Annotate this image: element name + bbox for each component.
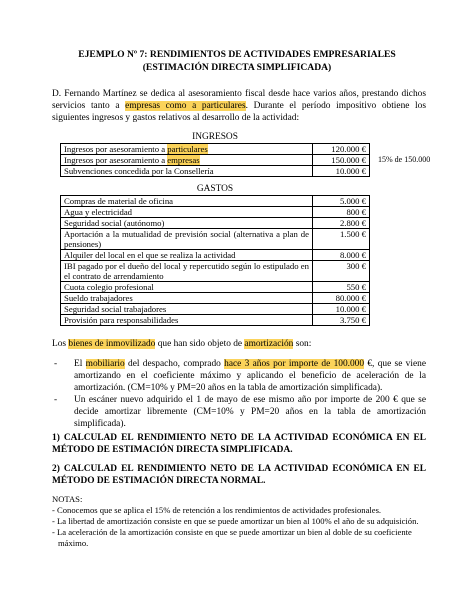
gastos-label: Seguridad social trabajadores xyxy=(61,304,313,315)
gastos-table xyxy=(60,195,370,326)
gastos-label: Sueldo trabajadores xyxy=(61,293,313,304)
table-row xyxy=(61,304,370,315)
ingresos-label xyxy=(61,166,313,177)
gastos-label: Provisión para responsabilidades xyxy=(61,315,313,326)
table-row xyxy=(61,250,370,261)
bienes-highlight-2: amortización xyxy=(244,339,294,349)
gastos-amount: 2.800 € xyxy=(313,218,370,229)
intro-text-2: . Durante el período impositivo obtiene los siguientes ingresos y gastos relativos al desarrollo de la actividad: xyxy=(52,101,426,123)
gastos-amount: 80.000 € xyxy=(313,293,370,304)
table-row xyxy=(61,207,370,218)
ingresos-label-highlight: empresas xyxy=(167,155,200,165)
table-row xyxy=(61,261,370,282)
question-2: 2) CALCULAD EL RENDIMIENTO NETO DE LA ACTIVIDAD ECONÓMICA EN EL MÉTODO DE ESTIMACIÓN DIRECTA NORMAL. xyxy=(52,464,426,486)
bienes-highlight-1: bienes de inmovilizado xyxy=(68,339,156,349)
title-line-2: (ESTIMACIÓN DIRECTA SIMPLIFICADA) xyxy=(142,62,332,73)
gastos-label: Agua y electricidad xyxy=(61,207,313,218)
gastos-amount: 8.000 € xyxy=(313,250,370,261)
gastos-amount: 3.750 € xyxy=(313,315,370,326)
bienes-text-2: que han sido objeto de xyxy=(155,339,245,349)
ingresos-amount: 150.000 € xyxy=(313,155,370,166)
notes-section xyxy=(52,494,432,549)
bienes-paragraph xyxy=(52,338,426,350)
ingresos-label-text: Ingresos por asesoramiento a xyxy=(64,155,168,165)
title-line-1: EJEMPLO Nº 7: RENDIMIENTOS DE ACTIVIDADES EMPRESARIALES xyxy=(78,49,396,60)
intro-highlight: empresas como a particulares xyxy=(125,101,246,111)
bullet-1-text-3: €, que se viene amortizando en el coeficiente máximo y aplicando el beneficio de aceleración de la amortización. (CM=10% y PM=20 años en la tabla de amortización simplificada). xyxy=(74,359,426,393)
table-row xyxy=(61,315,370,326)
gastos-heading: GASTOS xyxy=(196,184,234,194)
bullet-dash: - xyxy=(54,359,58,369)
note-item: - La libertad de amortización consiste en que se puede amortizar un bien al 100% el año de su adquisición. xyxy=(52,516,419,526)
table-row xyxy=(61,166,370,177)
question-1: 1) CALCULAD EL RENDIMIENTO NETO DE LA ACTIVIDAD ECONÓMICA EN EL MÉTODO DE ESTIMACIÓN DIRECTA SIMPLIFICADA. xyxy=(52,433,426,455)
note-item: - La aceleración de la amortización consiste en que se puede amortizar un bien al doble de su coeficiente máximo. xyxy=(52,527,412,548)
intro-paragraph xyxy=(52,88,426,124)
notes-title: NOTAS: xyxy=(52,494,83,504)
gastos-label: Aportación a la mutualidad de previsión social (alternativa a plan de pensiones) xyxy=(61,229,313,250)
gastos-amount: 300 € xyxy=(313,261,370,282)
ingresos-table xyxy=(60,143,370,177)
bullet-list xyxy=(52,358,426,430)
bienes-text-1: Los xyxy=(52,339,69,349)
gastos-label: IBI pagado por el dueño del local y repercutido según lo estipulado en el contrato de arrendamiento xyxy=(61,261,313,282)
bullet-1-highlight-1: mobiliario xyxy=(85,359,125,369)
document-title xyxy=(40,48,434,74)
table-row xyxy=(61,218,370,229)
ingresos-label xyxy=(61,144,313,155)
gastos-label: Compras de material de oficina xyxy=(61,196,313,207)
intro-text-1: D. Fernando Martínez se dedica al asesoramiento fiscal desde hace varios años, prestando dichos servicios tanto a xyxy=(52,89,426,111)
table-row xyxy=(61,282,370,293)
note-item: - Conocemos que se aplica el 15% de retención a los rendimientos de actividades profesionales. xyxy=(52,505,382,515)
bullet-dash: - xyxy=(54,395,58,405)
gastos-amount: 5.000 € xyxy=(313,196,370,207)
gastos-amount: 800 € xyxy=(313,207,370,218)
table-row xyxy=(61,155,370,166)
gastos-label: Alquiler del local en el que se realiza la actividad xyxy=(61,250,313,261)
bullet-1-text-1: El xyxy=(74,359,86,369)
gastos-amount: 550 € xyxy=(313,282,370,293)
gastos-label: Seguridad social (autónomo) xyxy=(61,218,313,229)
bullet-2-text: Un escáner nuevo adquirido el 1 de mayo de ese mismo año por importe de 200 € que se decide amortizar libremente (CM=10% y PM=20 años en la tabla de amortización simplificada). xyxy=(74,395,426,429)
bienes-text-3: son: xyxy=(293,339,312,349)
gastos-label: Cuota colegio profesional xyxy=(61,282,313,293)
ingresos-amount: 120.000 € xyxy=(313,144,370,155)
gastos-amount: 1.500 € xyxy=(313,229,370,250)
ingresos-label-highlight: particulares xyxy=(167,144,208,154)
list-item xyxy=(52,358,426,394)
table-row xyxy=(61,144,370,155)
ingresos-heading: INGRESOS xyxy=(192,132,238,142)
table-row xyxy=(61,196,370,207)
ingresos-label xyxy=(61,155,313,166)
bullet-1-text-2: del despacho, comprado xyxy=(124,359,225,369)
list-item xyxy=(52,394,426,430)
retention-side-note: 15% de 150.000 xyxy=(378,155,431,164)
gastos-amount: 10.000 € xyxy=(313,304,370,315)
ingresos-label-text: Ingresos por asesoramiento a xyxy=(64,144,168,154)
table-row xyxy=(61,293,370,304)
ingresos-amount: 10.000 € xyxy=(313,166,370,177)
bullet-1-highlight-2: hace 3 años por importe de 100.000 xyxy=(224,359,365,369)
ingresos-label-text: Subvenciones concedida por la Consellería xyxy=(64,166,214,176)
table-row xyxy=(61,229,370,250)
